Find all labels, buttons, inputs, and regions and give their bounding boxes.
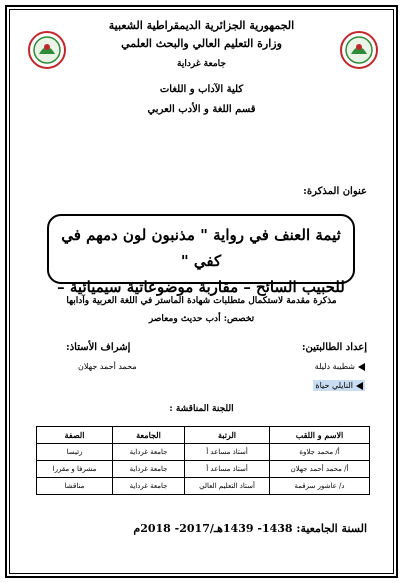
- header-ministry: وزارة التعليم العالي والبحث العلمي: [121, 37, 282, 50]
- col-header-name: الاسم و اللقب: [270, 427, 370, 444]
- student-name-1: شطيبة دليلة: [315, 362, 365, 371]
- supervisor-name: محمد أحمد جهلان: [78, 362, 137, 371]
- arrow-icon: [356, 382, 363, 390]
- jury-label: اللجنة المناقشة :: [169, 404, 234, 414]
- thesis-title-box: [47, 214, 355, 296]
- table-row: [37, 478, 370, 495]
- header-faculty: كلية الآداب و اللغات: [159, 84, 244, 95]
- cell-rank: أستاذ مساعد أ: [185, 444, 270, 461]
- cell-role: مناقشا: [37, 478, 113, 495]
- header-university: جامعة غرداية: [177, 59, 226, 69]
- cell-name: د/ عاشور سرقمة: [270, 478, 370, 495]
- cell-role: رئيسا: [37, 444, 113, 461]
- academic-year: السنة الجامعية: 1438- 1439هـ/2017- 2018م: [133, 522, 367, 535]
- cell-rank: أستاذ التعليم العالي: [185, 478, 270, 495]
- cell-university: جامعة غرداية: [113, 461, 185, 478]
- cell-university: جامعة غرداية: [113, 478, 185, 495]
- memo-purpose: مذكرة مقدمة لاستكمال متطلبات شهادة الماستر في اللغة العربية وآدابها: [66, 296, 337, 306]
- table-header-row: [37, 427, 370, 444]
- cell-rank: أستاذ مساعد أ: [185, 461, 270, 478]
- jury-table: [36, 426, 370, 495]
- thesis-title-line1: ثيمة العنف في رواية " مذنبون لون دمهم في كفي ": [61, 226, 341, 270]
- student-name-2: النايلي حياة: [313, 380, 365, 391]
- col-header-role: الصفة: [37, 427, 113, 444]
- arrow-icon: [358, 363, 365, 371]
- table-row: [37, 461, 370, 478]
- header-department: قسم اللغة و الأدب العربي: [147, 104, 256, 115]
- cell-name: أ/ محمد جلاوة: [270, 444, 370, 461]
- header-republic: الجمهورية الجزائرية الديمقراطية الشعبية: [108, 19, 295, 32]
- table-row: [37, 444, 370, 461]
- students-label: إعداد الطالبتين:: [301, 342, 367, 353]
- memo-title-label: عنوان المذكرة:: [303, 186, 367, 197]
- cell-role: مشرفا و مقررا: [37, 461, 113, 478]
- specialty: تخصص: أدب حديث ومعاصر: [148, 314, 255, 324]
- cell-university: جامعة غرداية: [113, 444, 185, 461]
- col-header-university: الجامعة: [113, 427, 185, 444]
- supervisor-label: إشراف الأستاذ:: [66, 342, 131, 353]
- cell-name: أ/ محمد أحمد جهلان: [270, 461, 370, 478]
- col-header-rank: الرتبة: [185, 427, 270, 444]
- thesis-title-line2: للحبيب السائح – مقاربة موضوعاتية سيميائية –: [57, 278, 345, 296]
